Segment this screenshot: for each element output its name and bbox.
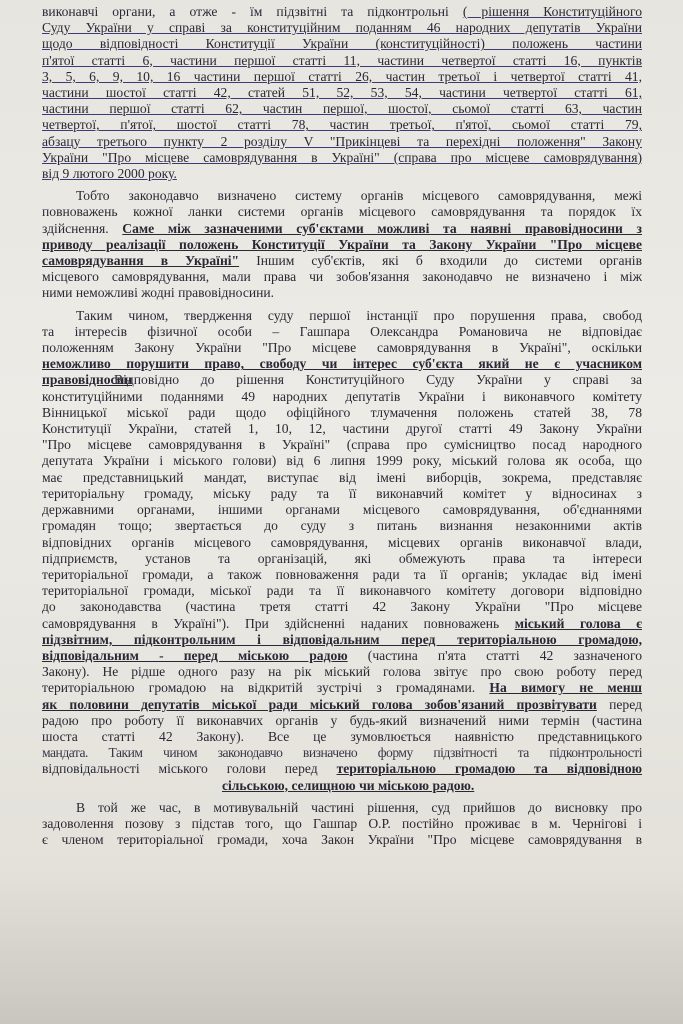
text-line: Таким чином, твердження суду першої інстанції про порушення права, свобод (76, 307, 642, 323)
text-line: мандата. Таким чином законодавчо визначено форму підзвітності та підконтрольності (42, 745, 642, 761)
bold-underlined-line: неможливо порушити право, свободу чи інтерес суб'єкта який не є учасником (42, 356, 642, 372)
text-line: державними органами, іншими органами місцевого самоврядування, об'єднаннями (42, 502, 642, 518)
text-run: територіальною громадою на відкритій зустрічі з громадянами. (42, 680, 490, 696)
text-line: територіальної громади, а також повноваження ради та її органів; укладає від імені (42, 566, 642, 582)
text-line: повноважень кожної ланки системи органів місцевого самоврядування та порядок їх (42, 204, 642, 220)
text-line: конституційними поданнями 49 народних депутатів України і виконавчого комітету (42, 388, 642, 404)
text-run: здійснення. (42, 220, 123, 236)
bold-underlined-run: міський голова є (514, 615, 642, 631)
text-line: "Про місцеве самоврядування в Україні" (справа про сумісництво посад народного (42, 437, 642, 453)
text-line: щодо відповідності Конституції України (конституційності) положень частини (42, 36, 642, 52)
text-line: частини першої статті 62, частин першої, шостої, сьомої статті 63, частин (42, 101, 642, 117)
text-run: відповідальності міського голови перед (42, 761, 337, 777)
text-line: України "Про місцеве самоврядування в Україні" (справа про місцеве самоврядування) (42, 149, 642, 165)
text-run: перед (596, 696, 642, 712)
text-line: п'ятої статті 6, частини першої статті 11, частини четвертої статті 16, пунктів (42, 52, 642, 68)
bold-underlined-run: На вимогу не менш (489, 680, 642, 696)
text-line: ними неможливі жодні правовідносини. (42, 285, 275, 301)
text-line: Тобто законодавчо визначено систему органів місцевого самоврядування, межі (76, 188, 642, 204)
paragraph-4 (42, 372, 642, 793)
text-line: шоста статті 42 Закону). Все це зумовлюється наявністю представницького (42, 728, 642, 744)
bold-underlined-line: правовідносин (42, 372, 133, 388)
text-line: положенням Закону України "Про місцеве самоврядування в Україні", оскільки (42, 340, 642, 356)
text-line: до законодавства (частина третя статті 42 Закону України "Про місцеве (42, 599, 642, 615)
text-line: громадян тощо; звертається до суду з питань визнання незаконними актів (42, 518, 642, 534)
bold-underlined-line: підзвітним, підконтрольним і відповідальним перед територіальною громадою, (42, 631, 642, 647)
text-run: (частина п'ята статті 42 зазначеного (347, 647, 642, 663)
bold-underlined-line: сільською, селищною чи міською радою. (222, 777, 475, 793)
text-line: має представницький мандат, виступає від імені виборців, зокрема, представляє (42, 469, 642, 485)
bold-underlined-run: відповідальним - перед міською радою (42, 647, 348, 663)
text-line: Вінницької міської ради щодо офіційного тлумачення положень статей 38, 78 (42, 404, 642, 420)
text-run: виконавчі органи, а отже - їм підзвітні та підконтрольні (42, 4, 463, 19)
bold-underlined-run: як половини депутатів міської ради міський голова зобов'язаний прозвітувати (42, 696, 597, 712)
text-line: Суду України у справі за конституційним поданням 46 народних депутатів України (42, 20, 642, 36)
text-line: відповідних органів місцевого самоврядування, місцевих органів виконавчої влади, (42, 534, 642, 550)
bold-underlined-run: Саме між зазначеними суб'єктами можливі та наявні правовідносини з (122, 220, 642, 236)
text-line: Конституції України, статей 1, 10, 12, частини другої статті 49 Закону України (42, 421, 642, 437)
paragraph-5 (42, 800, 642, 849)
text-line: 3, 5, 6, 9, 10, 16 частини першої статті 26, частин третьої і четвертої статті 41, (42, 68, 642, 84)
text-line: територіальної громади, міської ради та її виконавчого комітету договори відповідно (42, 583, 642, 599)
paragraph-2 (42, 188, 642, 301)
text-line: підприємств, установ та організацій, які обмежують права та інтереси (42, 550, 642, 566)
text-run: самоврядування в Україні"). При здійсненні наданих повноважень (42, 615, 515, 631)
document-body (42, 4, 642, 848)
text-line: частини шостої статті 42, статей 51, 52, 53, 54, частини четвертої статті 61, (42, 85, 642, 101)
text-line: абзацу третього пункту 2 розділу V "Прикінцеві та перехідні положення" Закону (42, 133, 642, 149)
underlined-run: ( рішення Конституційного (462, 4, 642, 19)
paragraph-1 (42, 4, 642, 182)
text-line: місцевого самоврядування, мали права чи зобов'язання законодавчо не визначено і між (42, 269, 642, 285)
text-line: Закону). Не рідше одного разу на рік міський голова звітує про свою роботу перед (42, 664, 642, 680)
text-line: В той же час, в мотивувальній частині рішення, суд прийшов до висновку про (76, 799, 642, 815)
text-line: радою про роботу її виконавчих органів у будь-який визначений ними термін (частина (42, 712, 642, 728)
text-line: територіальну громаду, міську раду та її виконавчий комітет у відносинах з (42, 485, 642, 501)
text-line: Відповідно до рішення Конституційного Суду України у справі за (114, 372, 642, 388)
text-line: є членом територіальної громади, хоча Закон України "Про місцеве самоврядування в (42, 832, 642, 848)
text-line: від 9 лютого 2000 року. (42, 166, 177, 182)
text-line: та інтересів фізичної особи – Гашпара Олександра Романовича не відповідає (42, 323, 642, 339)
bold-underlined-run: територіальною громадою та відповідною (336, 761, 642, 777)
text-line: четвертої, п'ятої, шостої статті 78, частин третьої, п'ятої, сьомої статті 79, (42, 117, 642, 133)
text-run: Іншим суб'єктів, які б входили до системи органів (239, 253, 642, 269)
text-line: задоволення позову з підстав того, що Гашпар О.Р. постійно проживає в м. Чернігові і (42, 815, 642, 831)
bold-underlined-run: самоврядування в Україні" (42, 253, 240, 269)
bold-underlined-line: приводу реалізації положень Конституції України та Закону України "Про місцеве (42, 236, 642, 252)
text-line: депутата України і міського голови) від 6 липня 1999 року, міський голова як особа, що (42, 453, 642, 469)
